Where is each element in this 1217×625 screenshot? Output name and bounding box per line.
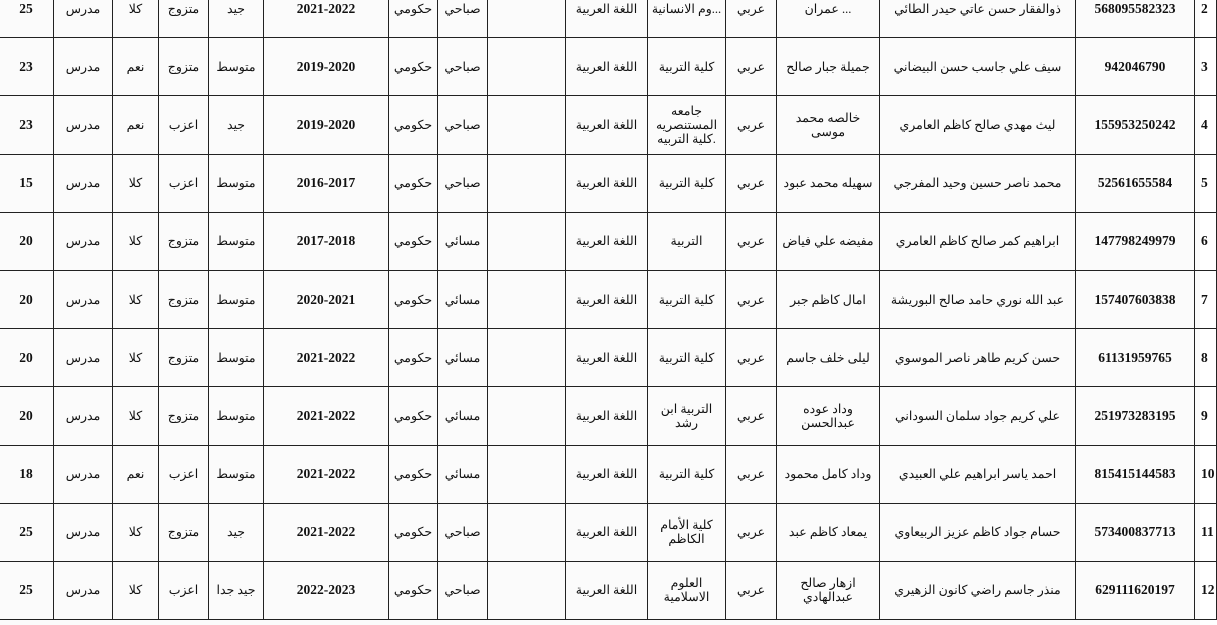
marital-status-cell: اعزب bbox=[159, 561, 209, 619]
job-title-cell: مدرس bbox=[54, 445, 113, 503]
sequence-number-cell: 3 bbox=[1195, 38, 1217, 96]
national-id-cell: 251973283195 bbox=[1076, 387, 1195, 445]
empty-cell bbox=[488, 270, 566, 328]
job-title-cell: مدرس bbox=[54, 561, 113, 619]
college-cell: التربية ابن رشد bbox=[648, 387, 726, 445]
study-shift-cell: صباحي bbox=[438, 38, 488, 96]
institution-type-cell: حكومي bbox=[389, 561, 438, 619]
institution-type-cell: حكومي bbox=[389, 96, 438, 154]
status-cell: كلا bbox=[113, 387, 159, 445]
empty-cell bbox=[488, 445, 566, 503]
department-cell: اللغة العربية bbox=[566, 212, 648, 270]
empty-cell bbox=[488, 154, 566, 212]
table-row bbox=[0, 96, 1217, 154]
table-row bbox=[0, 445, 1217, 503]
national-id-cell: 573400837713 bbox=[1076, 503, 1195, 561]
job-title-cell: مدرس bbox=[54, 38, 113, 96]
grade-cell: متوسط bbox=[209, 270, 264, 328]
grade-cell: متوسط bbox=[209, 387, 264, 445]
sequence-number-cell: 5 bbox=[1195, 154, 1217, 212]
mother-name-cell: سهيله محمد عبود bbox=[777, 154, 880, 212]
sequence-number-cell: 12 bbox=[1195, 561, 1217, 619]
status-cell: كلا bbox=[113, 0, 159, 38]
department-cell: اللغة العربية bbox=[566, 96, 648, 154]
study-shift-cell: صباحي bbox=[438, 0, 488, 38]
table-row bbox=[0, 503, 1217, 561]
grade-cell: متوسط bbox=[209, 38, 264, 96]
study-shift-cell: مسائي bbox=[438, 387, 488, 445]
empty-cell bbox=[488, 96, 566, 154]
sequence-number-cell: 9 bbox=[1195, 387, 1217, 445]
department-cell: اللغة العربية bbox=[566, 38, 648, 96]
job-title-cell: مدرس bbox=[54, 96, 113, 154]
sequence-number-cell: 8 bbox=[1195, 329, 1217, 387]
department-cell: اللغة العربية bbox=[566, 329, 648, 387]
institution-type-cell: حكومي bbox=[389, 38, 438, 96]
table-row bbox=[0, 387, 1217, 445]
service-years-cell: 25 bbox=[0, 561, 54, 619]
status-cell: نعم bbox=[113, 445, 159, 503]
service-years-cell: 23 bbox=[0, 96, 54, 154]
full-name-cell: ابراهيم كمر صالح كاظم العامري bbox=[880, 212, 1076, 270]
graduation-year-cell: 2020-2021 bbox=[264, 270, 389, 328]
college-cell: التربية bbox=[648, 212, 726, 270]
college-cell: كلية التربية bbox=[648, 445, 726, 503]
status-cell: كلا bbox=[113, 561, 159, 619]
nationality-cell: عربي bbox=[726, 0, 777, 38]
table-row bbox=[0, 0, 1217, 38]
empty-cell bbox=[488, 329, 566, 387]
full-name-cell: احمد ياسر ابراهيم علي العبيدي bbox=[880, 445, 1076, 503]
nationality-cell: عربي bbox=[726, 38, 777, 96]
full-name-cell: ليث مهدي صالح كاظم العامري bbox=[880, 96, 1076, 154]
grade-cell: متوسط bbox=[209, 329, 264, 387]
status-cell: كلا bbox=[113, 329, 159, 387]
full-name-cell: حسن كريم طاهر ناصر الموسوي bbox=[880, 329, 1076, 387]
empty-cell bbox=[488, 212, 566, 270]
status-cell: كلا bbox=[113, 270, 159, 328]
study-shift-cell: مسائي bbox=[438, 270, 488, 328]
national-id-cell: 568095582323 bbox=[1076, 0, 1195, 38]
status-cell: نعم bbox=[113, 96, 159, 154]
table-row bbox=[0, 38, 1217, 96]
job-title-cell: مدرس bbox=[54, 0, 113, 38]
grade-cell: متوسط bbox=[209, 212, 264, 270]
college-cell: العلوم الاسلامية bbox=[648, 561, 726, 619]
empty-cell bbox=[488, 0, 566, 38]
service-years-cell: 20 bbox=[0, 212, 54, 270]
college-cell: ...وم الانسانية bbox=[648, 0, 726, 38]
nationality-cell: عربي bbox=[726, 212, 777, 270]
job-title-cell: مدرس bbox=[54, 154, 113, 212]
marital-status-cell: متزوج bbox=[159, 329, 209, 387]
service-years-cell: 23 bbox=[0, 38, 54, 96]
grade-cell: متوسط bbox=[209, 154, 264, 212]
marital-status-cell: متزوج bbox=[159, 0, 209, 38]
institution-type-cell: حكومي bbox=[389, 154, 438, 212]
empty-cell bbox=[488, 38, 566, 96]
nationality-cell: عربي bbox=[726, 270, 777, 328]
department-cell: اللغة العربية bbox=[566, 270, 648, 328]
college-cell: كلية التربية bbox=[648, 38, 726, 96]
graduation-year-cell: 2021-2022 bbox=[264, 387, 389, 445]
status-cell: كلا bbox=[113, 503, 159, 561]
full-name-cell: عبد الله نوري حامد صالح البوريشة bbox=[880, 270, 1076, 328]
sequence-number-cell: 4 bbox=[1195, 96, 1217, 154]
institution-type-cell: حكومي bbox=[389, 212, 438, 270]
mother-name-cell: ... عمران bbox=[777, 0, 880, 38]
service-years-cell: 18 bbox=[0, 445, 54, 503]
institution-type-cell: حكومي bbox=[389, 329, 438, 387]
nationality-cell: عربي bbox=[726, 329, 777, 387]
table-row bbox=[0, 329, 1217, 387]
empty-cell bbox=[488, 503, 566, 561]
mother-name-cell: مفيضه علي فياض bbox=[777, 212, 880, 270]
college-cell: جامعه المستنصريه .كلية التربيه bbox=[648, 96, 726, 154]
nationality-cell: عربي bbox=[726, 445, 777, 503]
sequence-number-cell: 2 bbox=[1195, 0, 1217, 38]
institution-type-cell: حكومي bbox=[389, 387, 438, 445]
empty-cell bbox=[488, 561, 566, 619]
sequence-number-cell: 6 bbox=[1195, 212, 1217, 270]
department-cell: اللغة العربية bbox=[566, 445, 648, 503]
mother-name-cell: جميلة جبار صالح bbox=[777, 38, 880, 96]
marital-status-cell: متزوج bbox=[159, 270, 209, 328]
national-id-cell: 61131959765 bbox=[1076, 329, 1195, 387]
study-shift-cell: صباحي bbox=[438, 503, 488, 561]
mother-name-cell: وداد كامل محمود bbox=[777, 445, 880, 503]
table-row bbox=[0, 561, 1217, 619]
study-shift-cell: مسائي bbox=[438, 329, 488, 387]
empty-cell bbox=[488, 387, 566, 445]
marital-status-cell: متزوج bbox=[159, 38, 209, 96]
job-title-cell: مدرس bbox=[54, 387, 113, 445]
sequence-number-cell: 11 bbox=[1195, 503, 1217, 561]
grade-cell: جيد جدا bbox=[209, 561, 264, 619]
grade-cell: جيد bbox=[209, 96, 264, 154]
job-title-cell: مدرس bbox=[54, 270, 113, 328]
study-shift-cell: مسائي bbox=[438, 212, 488, 270]
grade-cell: جيد bbox=[209, 503, 264, 561]
graduation-year-cell: 2019-2020 bbox=[264, 96, 389, 154]
institution-type-cell: حكومي bbox=[389, 445, 438, 503]
marital-status-cell: متزوج bbox=[159, 387, 209, 445]
college-cell: كلية التربية bbox=[648, 154, 726, 212]
service-years-cell: 25 bbox=[0, 0, 54, 38]
college-cell: كلية الأمام الكاظم bbox=[648, 503, 726, 561]
full-name-cell: ذوالفقار حسن عاتي حيدر الطائي bbox=[880, 0, 1076, 38]
graduation-year-cell: 2021-2022 bbox=[264, 445, 389, 503]
service-years-cell: 20 bbox=[0, 270, 54, 328]
marital-status-cell: متزوج bbox=[159, 212, 209, 270]
national-id-cell: 147798249979 bbox=[1076, 212, 1195, 270]
department-cell: اللغة العربية bbox=[566, 387, 648, 445]
department-cell: اللغة العربية bbox=[566, 503, 648, 561]
job-title-cell: مدرس bbox=[54, 503, 113, 561]
mother-name-cell: يمعاد كاظم عبد bbox=[777, 503, 880, 561]
marital-status-cell: اعزب bbox=[159, 154, 209, 212]
mother-name-cell: وداد عوده عبدالحسن bbox=[777, 387, 880, 445]
study-shift-cell: صباحي bbox=[438, 561, 488, 619]
marital-status-cell: اعزب bbox=[159, 96, 209, 154]
mother-name-cell: امال كاظم جبر bbox=[777, 270, 880, 328]
full-name-cell: محمد ناصر حسين وحيد المفرجي bbox=[880, 154, 1076, 212]
national-id-cell: 815415144583 bbox=[1076, 445, 1195, 503]
graduation-year-cell: 2021-2022 bbox=[264, 503, 389, 561]
graduation-year-cell: 2017-2018 bbox=[264, 212, 389, 270]
grade-cell: جيد bbox=[209, 0, 264, 38]
status-cell: كلا bbox=[113, 154, 159, 212]
service-years-cell: 15 bbox=[0, 154, 54, 212]
marital-status-cell: اعزب bbox=[159, 445, 209, 503]
national-id-cell: 942046790 bbox=[1076, 38, 1195, 96]
sequence-number-cell: 7 bbox=[1195, 270, 1217, 328]
full-name-cell: علي كريم جواد سلمان السوداني bbox=[880, 387, 1076, 445]
institution-type-cell: حكومي bbox=[389, 0, 438, 38]
full-name-cell: منذر جاسم راضي كانون الزهيري bbox=[880, 561, 1076, 619]
job-title-cell: مدرس bbox=[54, 212, 113, 270]
department-cell: اللغة العربية bbox=[566, 154, 648, 212]
graduation-year-cell: 2022-2023 bbox=[264, 561, 389, 619]
study-shift-cell: صباحي bbox=[438, 96, 488, 154]
national-id-cell: 157407603838 bbox=[1076, 270, 1195, 328]
national-id-cell: 52561655584 bbox=[1076, 154, 1195, 212]
table-row bbox=[0, 270, 1217, 328]
grade-cell: متوسط bbox=[209, 445, 264, 503]
status-cell: نعم bbox=[113, 38, 159, 96]
study-shift-cell: مسائي bbox=[438, 445, 488, 503]
service-years-cell: 20 bbox=[0, 387, 54, 445]
mother-name-cell: ازهار صالح عبدالهادي bbox=[777, 561, 880, 619]
college-cell: كلية التربية bbox=[648, 329, 726, 387]
college-cell: كلية التربية bbox=[648, 270, 726, 328]
status-cell: كلا bbox=[113, 212, 159, 270]
mother-name-cell: خالصه محمد موسى bbox=[777, 96, 880, 154]
full-name-cell: حسام جواد كاظم عزيز الربيعاوي bbox=[880, 503, 1076, 561]
nationality-cell: عربي bbox=[726, 96, 777, 154]
institution-type-cell: حكومي bbox=[389, 503, 438, 561]
institution-type-cell: حكومي bbox=[389, 270, 438, 328]
graduation-year-cell: 2016-2017 bbox=[264, 154, 389, 212]
nationality-cell: عربي bbox=[726, 154, 777, 212]
nationality-cell: عربي bbox=[726, 503, 777, 561]
table-row bbox=[0, 212, 1217, 270]
service-years-cell: 20 bbox=[0, 329, 54, 387]
table-row bbox=[0, 154, 1217, 212]
graduation-year-cell: 2019-2020 bbox=[264, 38, 389, 96]
national-id-cell: 155953250242 bbox=[1076, 96, 1195, 154]
nationality-cell: عربي bbox=[726, 561, 777, 619]
mother-name-cell: ليلى خلف جاسم bbox=[777, 329, 880, 387]
full-name-cell: سيف علي جاسب حسن البيضاني bbox=[880, 38, 1076, 96]
national-id-cell: 629111620197 bbox=[1076, 561, 1195, 619]
department-cell: اللغة العربية bbox=[566, 561, 648, 619]
graduation-year-cell: 2021-2022 bbox=[264, 0, 389, 38]
department-cell: اللغة العربية bbox=[566, 0, 648, 38]
nationality-cell: عربي bbox=[726, 387, 777, 445]
sequence-number-cell: 10 bbox=[1195, 445, 1217, 503]
graduation-year-cell: 2021-2022 bbox=[264, 329, 389, 387]
study-shift-cell: صباحي bbox=[438, 154, 488, 212]
marital-status-cell: متزوج bbox=[159, 503, 209, 561]
job-title-cell: مدرس bbox=[54, 329, 113, 387]
service-years-cell: 25 bbox=[0, 503, 54, 561]
